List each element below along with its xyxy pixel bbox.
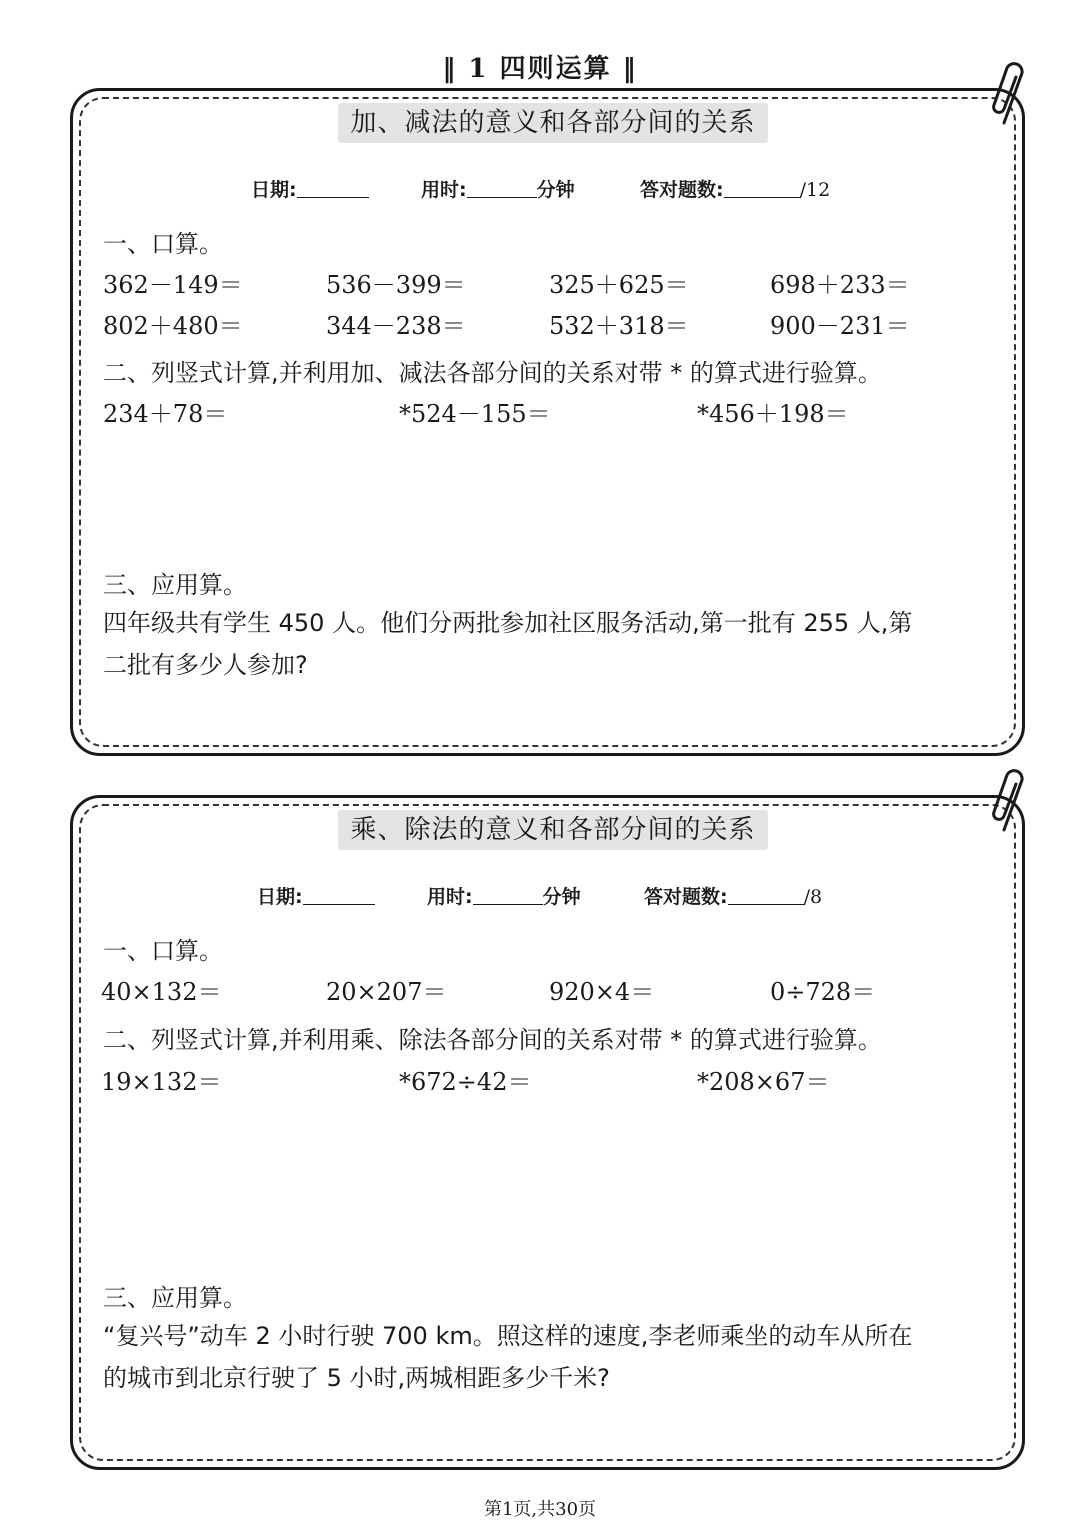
- paperclip-icon: [992, 768, 1032, 838]
- oral-question: 325＋625＝: [549, 271, 689, 299]
- paperclip-icon: [992, 61, 1032, 131]
- part2-heading: 二、列竖式计算,并利用加、减法各部分间的关系对带 * 的算式进行验算。: [103, 359, 882, 387]
- oral-question: 802＋480＝: [103, 312, 243, 340]
- section-title: 乘、除法的意义和各部分间的关系: [338, 810, 768, 850]
- section-title: 加、减法的意义和各部分间的关系: [338, 103, 768, 143]
- vertical-question: *524－155＝: [399, 400, 551, 428]
- part3-heading: 三、应用算。: [103, 1284, 247, 1312]
- part1-heading: 一、口算。: [103, 937, 223, 965]
- vertical-question: *208×67＝: [697, 1068, 830, 1096]
- oral-question: 362－149＝: [103, 271, 243, 299]
- vertical-question: 19×132＝: [101, 1068, 222, 1096]
- part1-heading: 一、口算。: [103, 230, 223, 258]
- page-footer: 第1页,共30页: [483, 1499, 597, 1520]
- oral-question: 920×4＝: [549, 978, 655, 1006]
- word-problem: “复兴号”动车 2 小时行驶 700 km。照这样的速度,李老师乘坐的动车从所在 的城市到北京行驶了 5 小时,两城相距多少千米?: [103, 1322, 913, 1392]
- date-field: 日期:: [257, 882, 375, 909]
- oral-question: 40×132＝: [101, 978, 222, 1006]
- time-field: 用时: 分钟: [421, 179, 575, 201]
- vertical-question: *672÷42＝: [399, 1068, 532, 1096]
- vertical-question: 234＋78＝: [103, 400, 228, 428]
- chapter-title: ‖ 1 四则运算 ‖: [442, 54, 638, 84]
- part3-heading: 三、应用算。: [103, 571, 247, 599]
- worksheet-card-addition-subtraction: [70, 88, 1025, 756]
- oral-question: 532＋318＝: [549, 312, 689, 340]
- vertical-question: *456＋198＝: [697, 400, 849, 428]
- oral-question: 536－399＝: [326, 271, 466, 299]
- part2-heading: 二、列竖式计算,并利用乘、除法各部分间的关系对带 * 的算式进行验算。: [103, 1026, 882, 1054]
- worksheet-card-multiplication-division: [70, 795, 1025, 1470]
- oral-question: 900－231＝: [770, 312, 910, 340]
- oral-question: 0÷728＝: [770, 978, 876, 1006]
- oral-question: 344－238＝: [326, 312, 466, 340]
- oral-question: 20×207＝: [326, 978, 447, 1006]
- word-problem: 四年级共有学生 450 人。他们分两批参加社区服务活动,第一批有 255 人,第 二批有多少人参加?: [103, 609, 913, 679]
- date-field: 日期:: [251, 175, 369, 202]
- score-field: 答对题数: /8: [644, 886, 823, 908]
- time-field: 用时: 分钟: [427, 886, 581, 908]
- oral-question: 698＋233＝: [770, 271, 910, 299]
- score-field: 答对题数: /12: [640, 179, 831, 201]
